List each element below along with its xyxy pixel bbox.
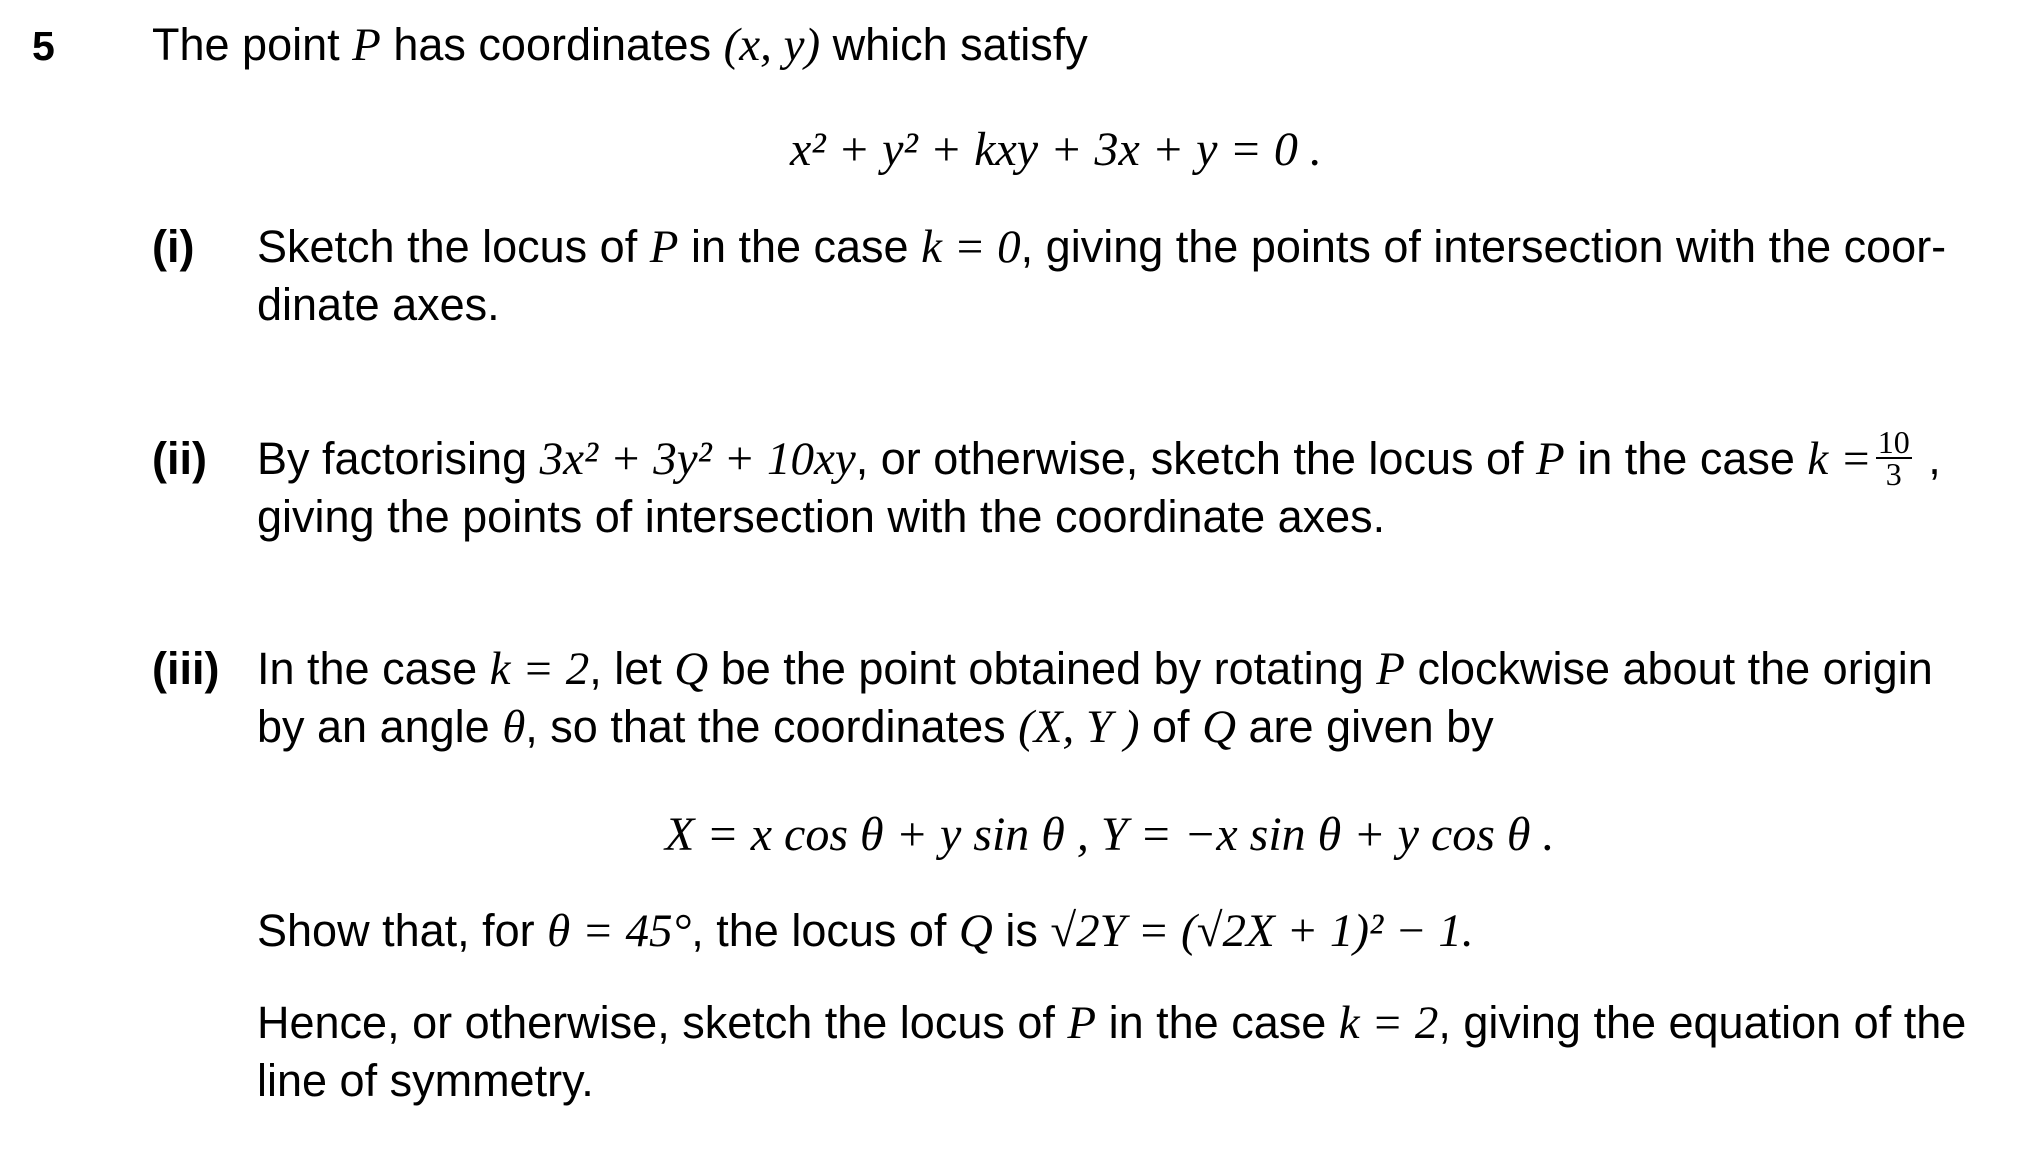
rotation-equations: X = x cos θ + y sin θ , Y = −x sin θ + y cos θ . xyxy=(665,808,1555,861)
part-iii-var-q: Q xyxy=(674,643,709,695)
hence-var-p: P xyxy=(1067,997,1097,1049)
part-ii-text-b: , or otherwise, sketch the locus of xyxy=(855,433,1537,484)
part-iii-text-d: clockwise about the origin xyxy=(1404,643,1933,694)
part-iii-text-b: , let xyxy=(589,643,675,694)
show-locus-equation: √2Y = (√2X + 1)² − 1. xyxy=(1050,905,1474,957)
intro-text-before: The point xyxy=(152,19,353,70)
intro-text-middle: has coordinates xyxy=(380,19,724,70)
part-ii-text-a: By factorising xyxy=(257,433,540,484)
part-iii-l2-text-d: are given by xyxy=(1236,701,1494,752)
show-var-q: Q xyxy=(958,905,993,957)
question-intro xyxy=(152,16,1088,74)
part-iii-hence-line-1 xyxy=(257,994,1966,1052)
part-ii-line-1 xyxy=(257,424,1941,493)
fraction-denominator: 3 xyxy=(1885,456,1902,493)
intro-var-p: P xyxy=(352,19,381,71)
part-i-k-value: k = 0 xyxy=(921,221,1021,273)
part-iii-coords: (X, Y ) xyxy=(1018,701,1140,753)
part-ii-label: (ii) xyxy=(152,433,207,484)
part-ii-text-d: , xyxy=(1915,433,1941,484)
part-i-var-p: P xyxy=(649,221,679,273)
part-iii-l2-text-b: , so that the coordinates xyxy=(525,701,1019,752)
part-iii-theta: θ xyxy=(502,701,526,753)
part-iii-text-c: be the point obtained by rotating xyxy=(708,643,1377,694)
show-text-c: is xyxy=(992,905,1051,956)
part-iii-l2-text-a: by an angle xyxy=(257,701,503,752)
hence-text-b: in the case xyxy=(1096,997,1339,1048)
part-iii-var-p: P xyxy=(1376,643,1405,695)
question-number: 5 xyxy=(32,23,55,69)
part-iii-show-line xyxy=(257,902,1474,960)
show-theta-value: θ = 45° xyxy=(547,905,692,957)
part-ii-text-c: in the case xyxy=(1564,433,1808,484)
part-ii-fraction xyxy=(1876,424,1912,493)
part-i-text-a: Sketch the locus of xyxy=(257,221,650,272)
part-i-line-2: dinate axes. xyxy=(257,279,500,330)
show-text-a: Show that, for xyxy=(257,905,548,956)
part-ii-expression: 3x² + 3y² + 10xy xyxy=(539,433,856,485)
part-i-text-b: in the case xyxy=(678,221,922,272)
intro-text-after: which satisfy xyxy=(820,19,1088,70)
part-ii-k-equals: k = xyxy=(1807,433,1872,485)
part-iii-label: (iii) xyxy=(152,643,220,694)
part-ii-var-p: P xyxy=(1536,433,1565,485)
part-iii-hence-line-2: line of symmetry. xyxy=(257,1055,594,1106)
part-i-text-c: , giving the points of intersection with the coor- xyxy=(1020,221,1947,272)
hence-text-c: , giving the equation of the xyxy=(1438,997,1967,1048)
part-iii-l2-text-c: of xyxy=(1139,701,1203,752)
fraction-numerator: 10 xyxy=(1877,424,1910,461)
main-equation: x² + y² + kxy + 3x + y = 0 . xyxy=(790,123,1322,176)
part-iii-line-2 xyxy=(257,698,1494,756)
hence-k-value: k = 2 xyxy=(1338,997,1439,1049)
part-iii-line-1 xyxy=(257,640,1933,698)
show-text-b: , the locus of xyxy=(691,905,959,956)
part-iii-k-value: k = 2 xyxy=(489,643,590,695)
hence-text-a: Hence, or otherwise, sketch the locus of xyxy=(257,997,1068,1048)
part-i-label: (i) xyxy=(152,221,195,272)
part-i-line-1 xyxy=(257,218,1946,276)
intro-coords: (x, y) xyxy=(723,19,821,71)
part-ii-line-2: giving the points of intersection with the coordinate axes. xyxy=(257,491,1386,542)
part-iii-text-a: In the case xyxy=(257,643,490,694)
part-iii-l2-var-q: Q xyxy=(1202,701,1237,753)
